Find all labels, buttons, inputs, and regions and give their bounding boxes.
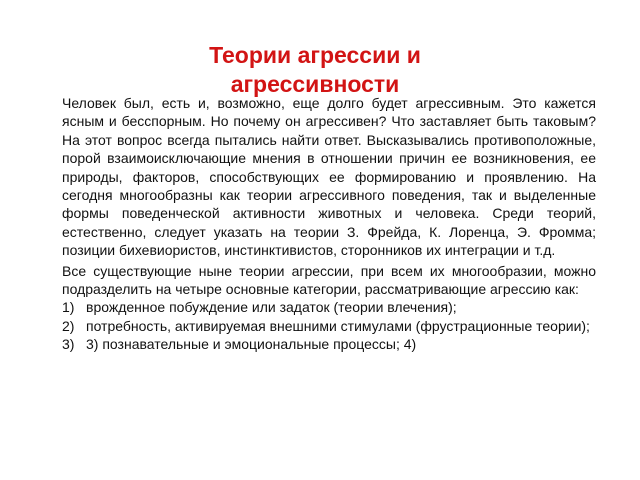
list-item-number: 2) — [62, 317, 75, 334]
list-item-text: врожденное побуждение или задаток (теории влечения); — [86, 299, 457, 316]
list-item-number: 1) — [62, 299, 75, 316]
list-item-text: потребность, активируемая внешними стимулами (фрустрационные теории); — [86, 317, 590, 334]
list-item — [62, 298, 596, 316]
slide-title: Теории агрессии и агрессивности — [209, 42, 421, 97]
slide-body — [62, 94, 596, 354]
list-item — [62, 317, 596, 335]
list-item-number: 3) — [62, 336, 75, 353]
body-paragraph: Человек был, есть и, возможно, еще долго будет агрессивным. Это кажется ясным и бесспорным. Но почему он агрессивен? Что заставляет быть таковым? На этот вопрос всегда пытались найти ответ. Высказывались противоположные, порой взаимоисключающие мнения в отношении причин ее возникновения, ее природы, факторов, способствующих ее формированию и проявлению. На сегодня многообразны как теории агрессивного поведения, так и выделенные формы поведенческой активности животных и человека. Среди теорий, естественно, следует указать на теории З. Фрейда, К. Лоренца, Э. Фромма; позиции бихевиористов, инстинктивистов, сторонников их интеграции и т.д. — [62, 95, 596, 259]
list-item — [62, 335, 596, 353]
body-paragraph: Все существующие ныне теории агрессии, при всем их многообразии, можно подразделить на четыре основные категории, рассматривающие агрессию как: — [62, 262, 596, 298]
categories-list — [62, 298, 596, 353]
list-item-text: 3) познавательные и эмоциональные процессы; 4) — [86, 336, 417, 353]
